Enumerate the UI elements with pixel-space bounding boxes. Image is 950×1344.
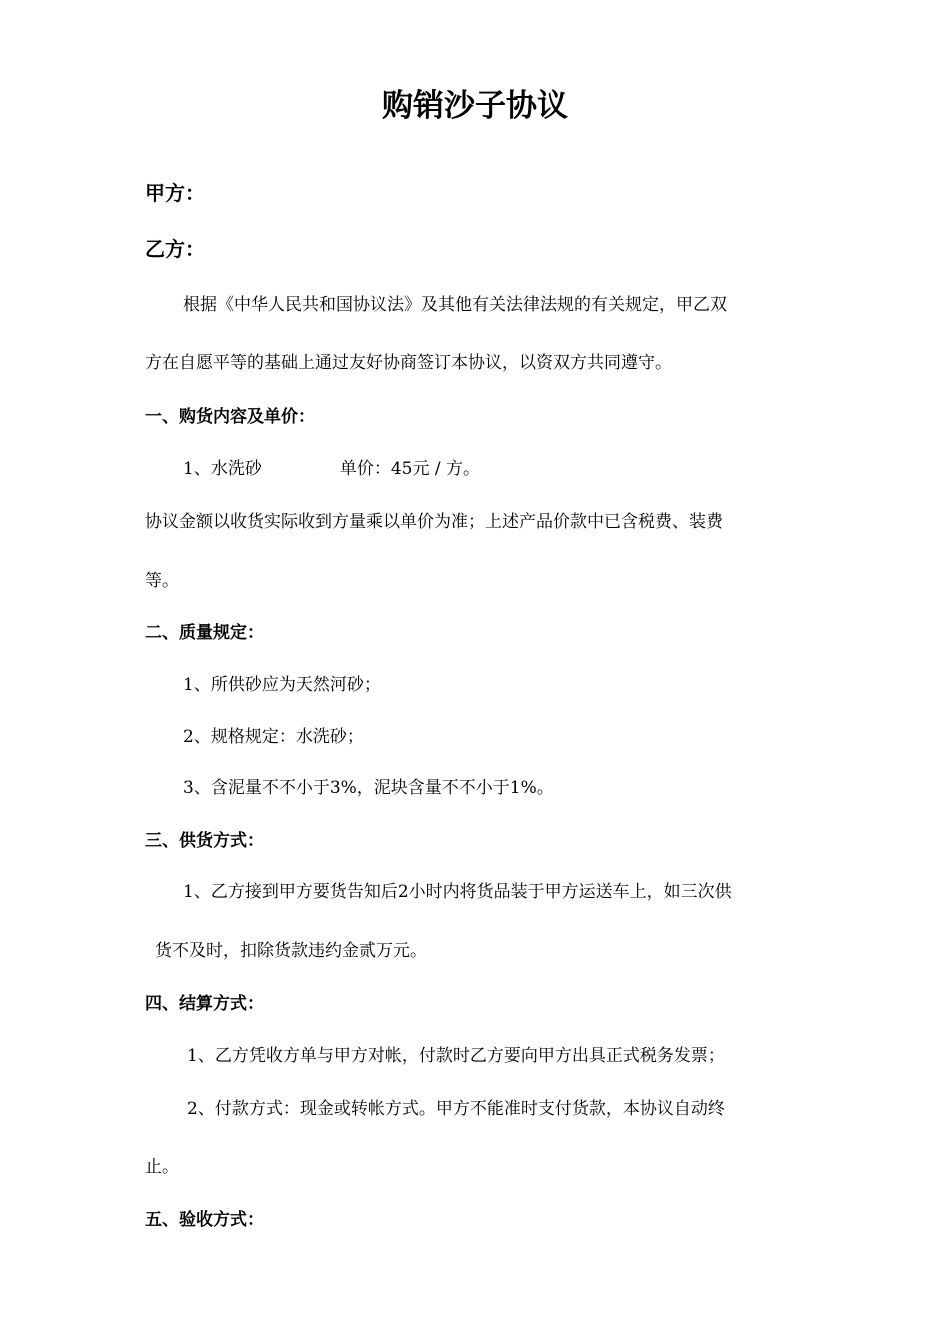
item-name: 1、水洗砂 [183, 459, 262, 479]
section-1-item [183, 458, 480, 480]
section-2-item-3: 3、含泥量不不小于3%，泥块含量不不小于1%。 [183, 778, 554, 798]
section-1-note-line-1: 协议金额以收货实际收到方量乘以单价为准；上述产品价款中已含税费、装费 [145, 512, 723, 532]
section-2-item-2: 2、规格规定：水洗砂； [183, 727, 364, 747]
intro-line-1: 根据《中华人民共和国协议法》及其他有关法律法规的有关规定，甲乙双 [183, 295, 727, 315]
section-3-line-1: 1、乙方接到甲方要货告知后2小时内将货品装于甲方运送车上，如三次供 [183, 882, 732, 902]
section-1-heading: 一、购货内容及单价： [145, 407, 315, 427]
intro-line-2: 方在自愿平等的基础上通过友好协商签订本协议，以资双方共同遵守。 [145, 353, 672, 373]
item-price: 单价：45元 / 方。 [339, 459, 480, 479]
section-1-note-line-2: 等。 [145, 571, 179, 591]
section-3-heading: 三、供货方式： [145, 831, 264, 851]
party-b-label: 乙方： [145, 237, 205, 261]
section-2-item-1: 1、所供砂应为天然河砂； [183, 675, 381, 695]
section-4-heading: 四、结算方式： [145, 994, 264, 1014]
section-4-item-1: 1、乙方凭收方单与甲方对帐，付款时乙方要向甲方出具正式税务发票； [187, 1046, 725, 1066]
party-a-label: 甲方： [145, 181, 205, 205]
document-title: 购销沙子协议 [382, 88, 568, 124]
section-3-line-2: 货不及时，扣除货款违约金贰万元。 [155, 941, 427, 961]
section-4-item-2-line-2: 止。 [145, 1157, 179, 1177]
section-2-heading: 二、质量规定： [145, 623, 264, 643]
section-4-item-2-line-1: 2、付款方式：现金或转帐方式。甲方不能准时支付货款，本协议自动终 [187, 1099, 725, 1119]
section-5-heading: 五、验收方式： [145, 1210, 264, 1230]
